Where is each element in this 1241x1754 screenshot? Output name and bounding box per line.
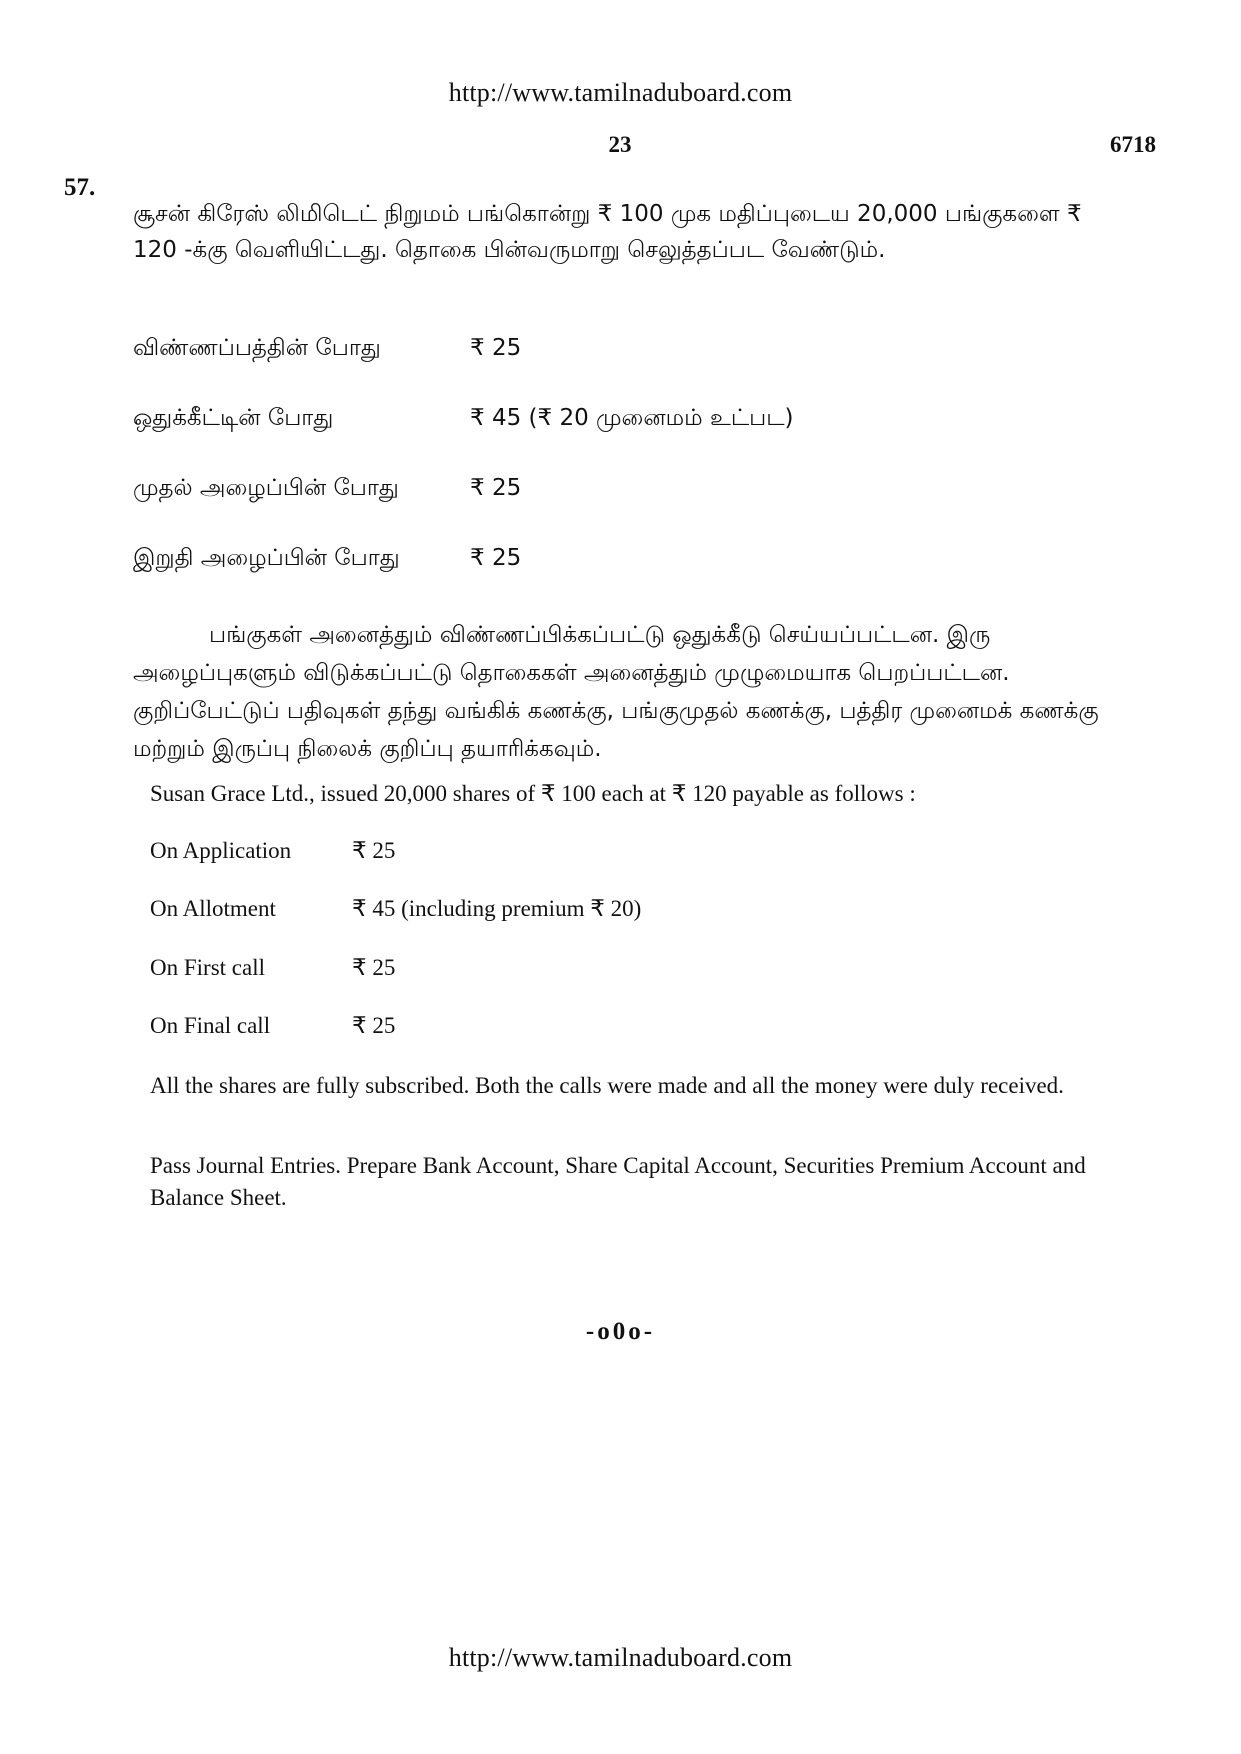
footer-url: http://www.tamilnaduboard.com	[448, 1643, 793, 1672]
english-item-application-label: On Application	[150, 838, 292, 863]
question-number: 57.	[64, 174, 96, 201]
english-item-allotment-value: ₹ 45 (including premium ₹ 20)	[352, 896, 642, 921]
tamil-item-application-label: விண்ணப்பத்தின் போது	[133, 335, 381, 361]
english-item-application-value: ₹ 25	[352, 838, 396, 863]
english-item-allotment-label: On Allotment	[150, 896, 276, 921]
tamil-intro: சூசன் கிரேஸ் லிமிடெட் நிறுமம் பங்கொன்று ₹ 100 முக மதிப்புடைய 20,000 பங்குகளை ₹ 120 -க்கு வெளியிட்டது. தொகை பின்வருமாறு செலுத்தப்பட வேண்டும்.	[133, 201, 1082, 263]
tamil-item-application-value: ₹ 25	[470, 335, 522, 361]
tamil-item-final-call-value: ₹ 25	[470, 545, 522, 571]
page-number: 23	[608, 132, 632, 157]
paper-code: 6718	[1110, 132, 1156, 157]
tamil-item-allotment-label: ஒதுக்கீட்டின் போது	[133, 405, 334, 431]
end-mark: -o0o-	[585, 1318, 656, 1345]
english-item-final-call-value: ₹ 25	[352, 1013, 396, 1038]
english-item-first-call-value: ₹ 25	[352, 955, 396, 980]
tamil-item-allotment-value: ₹ 45 (₹ 20 முனைமம் உட்பட)	[470, 405, 794, 431]
tamil-item-first-call-label: முதல் அழைப்பின் போது	[133, 475, 399, 501]
english-statement: All the shares are fully subscribed. Both the calls were made and all the money were duly received.	[150, 1073, 1064, 1098]
english-item-final-call-label: On Final call	[150, 1013, 271, 1038]
english-intro: Susan Grace Ltd., issued 20,000 shares of ₹ 100 each at ₹ 120 payable as follows :	[150, 781, 916, 806]
tamil-item-final-call-label: இறுதி அழைப்பின் போது	[133, 545, 400, 571]
tamil-item-first-call-value: ₹ 25	[470, 475, 522, 501]
english-instruction: Pass Journal Entries. Prepare Bank Account, Share Capital Account, Securities Premium Account and Balance Sheet.	[150, 1153, 1086, 1210]
english-item-first-call-label: On First call	[150, 955, 265, 980]
header-url: http://www.tamilnaduboard.com	[448, 78, 793, 107]
tamil-body: பங்குகள் அனைத்தும் விண்ணப்பிக்கப்பட்டு ஒதுக்கீடு செய்யப்பட்டன. இரு அழைப்புகளும் விடுக்கப்பட்டு தொகைகள் அனைத்தும் முழுமையாக பெறப்பட்டன. குறிப்பேட்டுப் பதிவுகள் தந்து வங்கிக் கணக்கு, பங்குமுதல் கணக்கு, பத்திர முனைமக் கணக்கு மற்றும் இருப்பு நிலைக் குறிப்பு தயாரிக்கவும்.	[133, 622, 1099, 762]
